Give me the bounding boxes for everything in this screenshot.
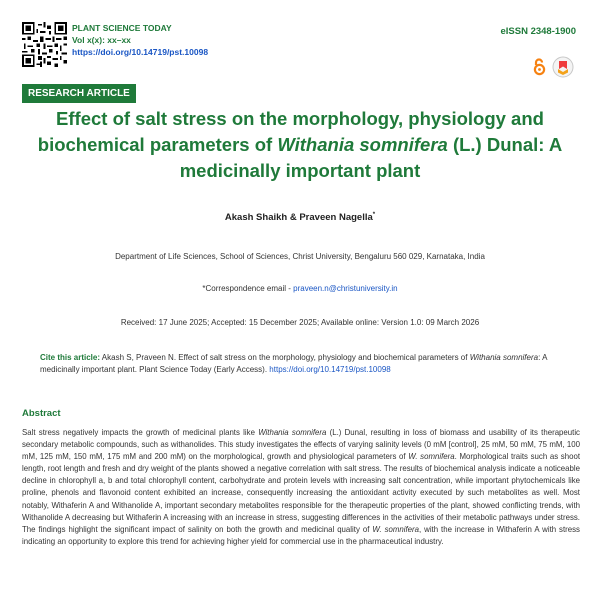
journal-doi-link[interactable]: https://doi.org/10.14719/pst.10098 <box>72 47 209 57</box>
citation-label: Cite this article: <box>40 353 101 362</box>
abstract-text-1: Salt stress negatively impacts the growth of medicinal plants like <box>22 428 259 437</box>
title-species: Withania somnifera <box>277 134 448 155</box>
abstract-species-3: W. somnifera <box>372 524 420 534</box>
article-title <box>30 106 570 184</box>
abstract-heading: Abstract <box>22 408 61 419</box>
open-access-icon[interactable] <box>533 58 546 76</box>
article-dates: Received: 17 June 2025; Accepted: 15 December 2025; Available online: Version 1.0: 09 March 2026 <box>120 318 480 327</box>
abstract-species-1: Withania somnifera <box>258 428 327 437</box>
authors <box>0 212 600 223</box>
corresponding-mark: * <box>372 212 376 218</box>
citation-species: Withania somnifera <box>469 353 539 362</box>
affiliation: Department of Life Sciences, School of Sciences, Christ University, Bengaluru 560 029, Karnataka, India <box>115 252 485 261</box>
abstract-text-2: (L.) Dunal, resulting in loss of biomass and usability of its therapeutic secondary metabolic compounds, such as withanolides. This study investigates the effects of varying salinity levels (0 mM [control], 25 mM, 50 mM, 75 mM, 100 mM, 125 mM, 150 mM, 175 mM and 200 mM) on the morphological, growth and physiological parameters of <box>22 428 580 462</box>
author-names: Akash Shaikh & Praveen Nagella <box>224 212 373 224</box>
abstract-body <box>22 427 580 548</box>
citation-doi-link[interactable]: https://doi.org/10.14719/pst.10098 <box>269 365 391 374</box>
abstract-text-4: , with the increase in Withaferin A with stress indicating an opportunity to explore this trend for achieving higher yield for commercial use in the pharmaceutical industry. <box>22 524 580 546</box>
correspondence <box>0 284 600 293</box>
journal-name: PLANT SCIENCE TODAY <box>72 23 172 33</box>
journal-info <box>72 22 208 58</box>
abstract-species-2: W. somnifera <box>408 452 455 462</box>
title-part-2: (L.) Dunal: A medicinally important plant <box>179 134 563 181</box>
crossmark-icon[interactable] <box>552 56 574 78</box>
abstract-text-3: . Morphological traits such as shoot length, root length and fresh and dry weight of the plants showed a negative correlation with salt stress. The results of biochemical analysis indicate a noticeable decline in chlorophyll a, b and total chlorophyll content, carbohydrate and protein levels with increasing salt concentration, while important phytochemicals like proline, phenols and flavonoid content exhibited an increase, consequently increasing the antioxidant activity executed by such metabolites as well. Most notably, Withaferin A and Withanolide A, important secondary metabolites responsible for the therapeutic properties of the plant, showed conflicting trends, with Withanolide A decreasing but Withaferin A increasing with an increase in stress, suggesting differences in the activities of their metabolic pathways under stress. The findings highlight the significant impact of salinity on both the growth and medicinal quality of <box>22 452 580 534</box>
correspondence-email-link[interactable]: praveen.n@christuniversity.in <box>293 284 398 293</box>
qr-code-icon <box>22 22 67 67</box>
title-part-1: Effect of salt stress on the morphology, physiology and biochemical parameters of <box>37 108 544 155</box>
citation <box>40 352 570 376</box>
correspondence-label: *Correspondence email - <box>202 284 294 293</box>
journal-volume: Vol x(x): xx–xx <box>72 35 131 45</box>
article-type-badge: RESEARCH ARTICLE <box>22 84 136 103</box>
citation-text-1: Akash S, Praveen N. Effect of salt stress on the morphology, physiology and biochemical parameters of <box>100 353 470 362</box>
citation-text-2: : A medicinally important plant. Plant Science Today (Early Access). <box>40 353 547 374</box>
eissn: eISSN 2348-1900 <box>500 26 576 37</box>
